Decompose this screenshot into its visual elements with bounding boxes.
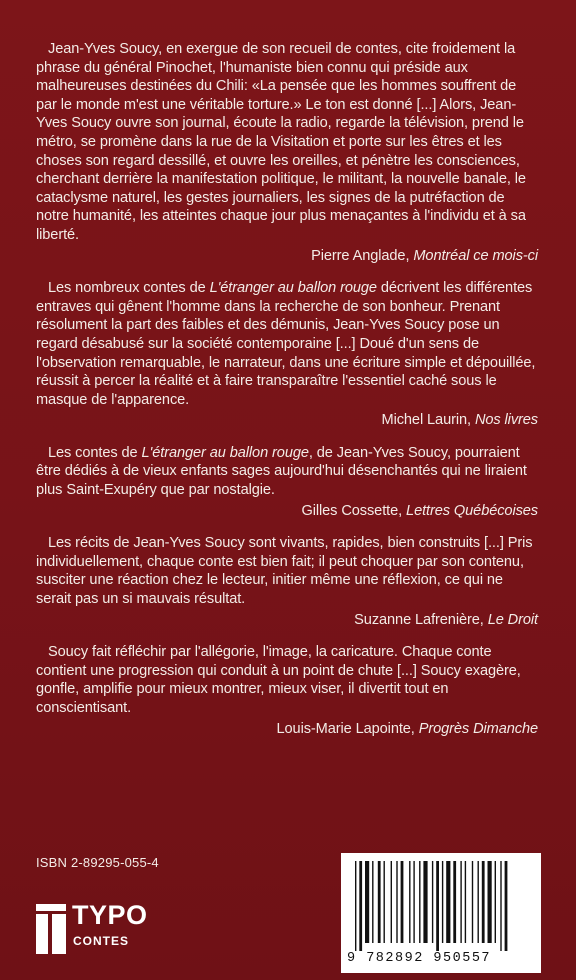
review-attribution (36, 502, 538, 521)
barcode (341, 853, 541, 973)
barcode-bar (396, 861, 397, 943)
barcode-digits: 9 782892 950557 (347, 951, 492, 966)
book-title: L'étranger au ballon rouge (141, 444, 309, 461)
review-text: Soucy fait réfléchir par l'allégorie, l'image, la caricature. Chaque conte contient une progression qui conduit à un point de chute [...] Soucy exagère, gonfle, amplifie pour mieux montrer, mieux viser, il divertit tout en conscientisant. (36, 644, 521, 716)
review-publication: Lettres Québécoises (406, 502, 538, 519)
publisher-name: TYPO (72, 900, 148, 930)
barcode-bar (495, 861, 496, 943)
review-text (36, 279, 538, 409)
barcode-bar (365, 861, 369, 943)
review-text: Jean-Yves Soucy, en exergue de son recueil de contes, cite froidement la phrase du général Pinochet, l'humaniste bien connu qui préside aux malheureuses destinées du Chili: «La pensée que les hommes souffrent de par le monde m'est une véritable torture.» Le ton est donné [...] Alors, Jean-Yves Soucy ouvre son journal, écoute la radio, regarde la télévision, prend le métro, se promène dans la rue de la Visitation et porte sur les êtres et les choses son regard dessillé, et ouvre les oreilles, et pénètre les consciences, cherchant derrière la manifestation politique, le militant, la nouvelle banale, le cataclysme naturel, les gestes journaliers, les signes de la putréfaction de notre humanité, les atteintes chaque jour plus menaçantes à l'individu et à sa liberté. (36, 41, 526, 243)
review-author: Suzanne Lafrenière, (354, 611, 484, 628)
collection-name: CONTES (73, 934, 130, 948)
barcode-bar (401, 861, 404, 943)
review-author: Michel Laurin, (381, 412, 471, 429)
reviews-column (36, 40, 538, 752)
barcode-bar (413, 861, 414, 943)
barcode-bar (465, 861, 466, 943)
barcode-bar (460, 861, 461, 943)
review-publication: Montréal ce mois-ci (413, 247, 538, 264)
barcode-bar (378, 861, 381, 943)
barcode-bar (436, 861, 439, 951)
barcode-bar (409, 861, 410, 943)
review-text-part: Les contes de (48, 444, 142, 461)
book-title: L'étranger au ballon rouge (209, 280, 377, 297)
review-attribution (36, 247, 538, 266)
review-attribution (36, 720, 538, 739)
review-author: Pierre Anglade, (311, 247, 410, 264)
review-attribution (36, 411, 538, 430)
barcode-bar (359, 861, 362, 951)
barcode-bar (505, 861, 508, 951)
review-author: Louis-Marie Lapointe, (276, 720, 415, 737)
review-publication: Nos livres (474, 412, 538, 429)
barcode-bar (478, 861, 479, 943)
barcode-bar (472, 861, 473, 943)
barcode-bars (349, 861, 533, 951)
barcode-bar (372, 861, 373, 943)
barcode-bar (453, 861, 456, 943)
barcode-bar (482, 861, 485, 943)
barcode-bar (446, 861, 450, 943)
review-attribution (36, 611, 538, 630)
review-text: Les récits de Jean-Yves Soucy sont vivants, rapides, bien construits [...] Pris individuellement, chaque conte est bien fait; il peut choquer par son contenu, susciter une réaction chez le lecteur, initier même une réflexion, ce qui ne serait pas un si mauvais résultat. (36, 535, 533, 608)
typo-t-icon (36, 904, 66, 954)
barcode-bar (384, 861, 385, 943)
barcode-bar (423, 861, 427, 943)
barcode-bar (355, 861, 356, 951)
publisher-logo (36, 900, 196, 956)
review-text-part: décrivent les différentes entraves qui gênent l'homme dans la recherche de son bonheur. Prenant résolument la part des faibles et des démunis, Jean-Yves Soucy pose un regard désabusé sur la société contemporaine [...] Doué d'un sens de l'observation remarquable, le narrateur, dans une écriture simple et dépouillée, réussit à percer la réalité et à faire transparaître l'essentiel caché sous le masque de l'apparence. (36, 280, 536, 408)
review-publication: Progrès Dimanche (418, 720, 538, 737)
review-author: Gilles Cossette, (301, 502, 403, 519)
review-publication: Le Droit (487, 611, 538, 628)
barcode-bar (442, 861, 443, 943)
review-text-part: Les nombreux contes de (48, 280, 210, 297)
barcode-bar (391, 861, 392, 943)
barcode-bar (419, 861, 420, 943)
barcode-bar (500, 861, 501, 951)
isbn-number: ISBN 2-89295-055-4 (36, 855, 159, 870)
barcode-bar (488, 861, 492, 943)
review-text (36, 444, 538, 500)
review-text-part: , de Jean-Yves Soucy, pourraient être dédiés à de vieux enfants sages aujourd'hui désenchantés qui ne liraient plus Saint-Exupéry que par nostalgie. (36, 444, 527, 499)
barcode-bar (432, 861, 433, 943)
